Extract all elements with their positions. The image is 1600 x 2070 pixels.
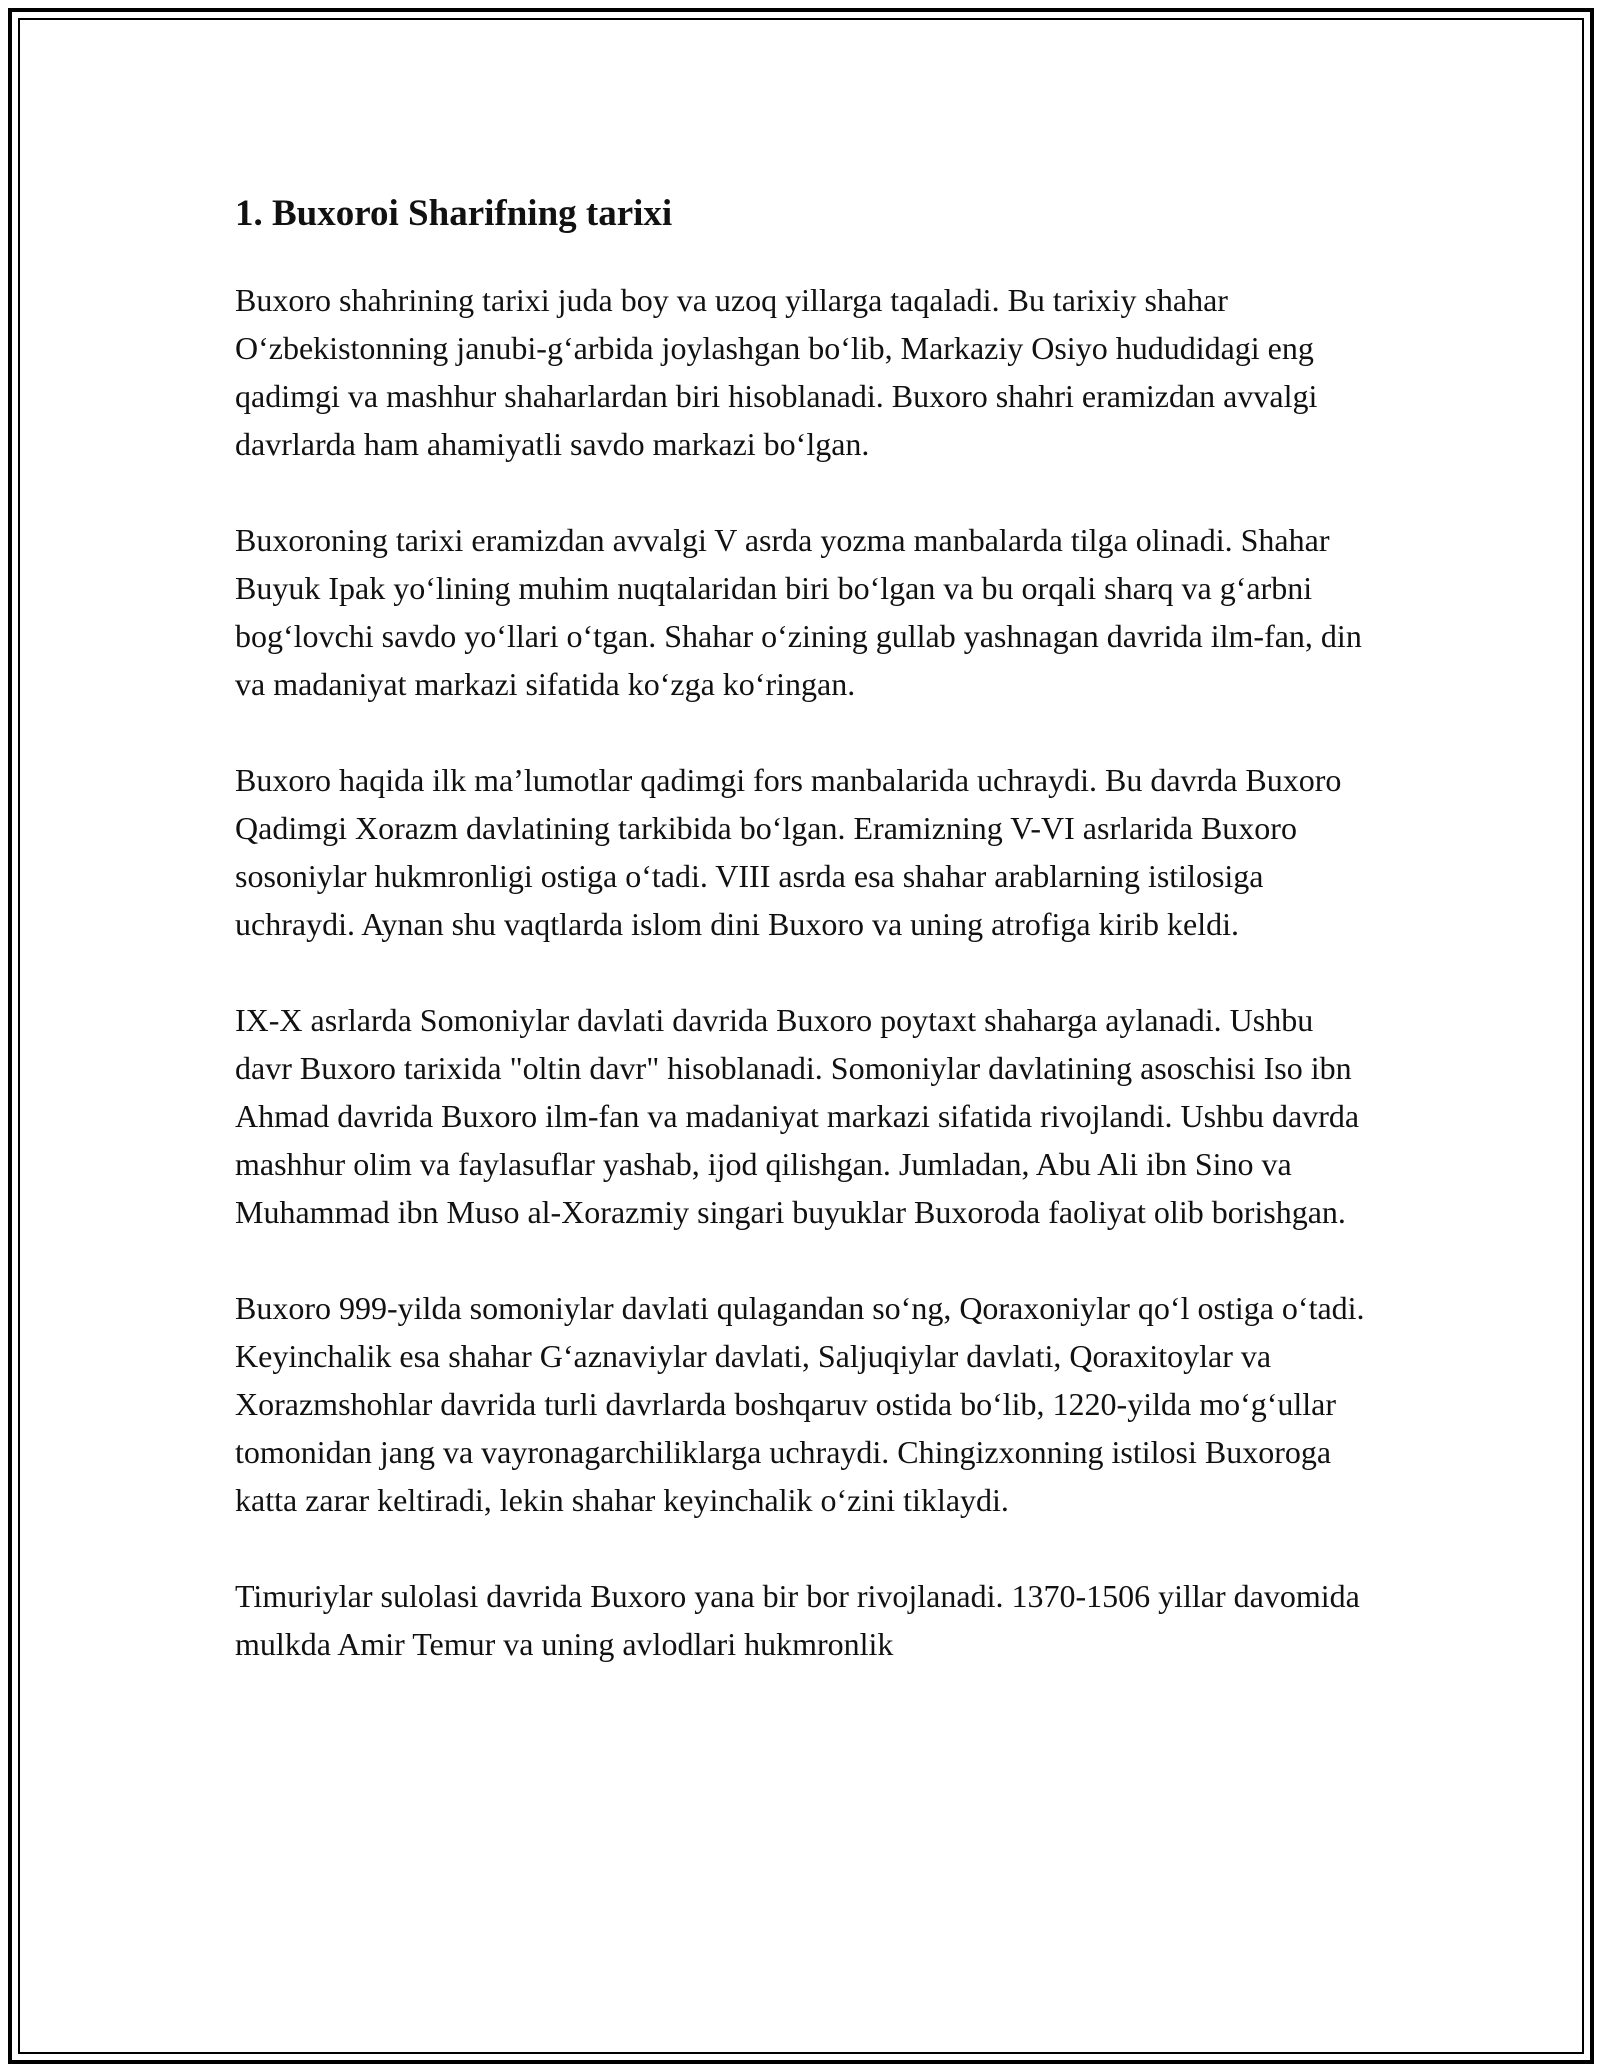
paragraph-1: Buxoro shahrining tarixi juda boy va uzoq yillarga taqaladi. Bu tarixiy shahar O‘zbekistonning janubi-g‘arbida joylashgan bo‘lib, Markaziy Osiyo hududidagi eng qadimgi va mashhur shaharlardan biri hisoblanadi. Buxoro shahri eramizdan avvalgi davrlarda ham ahamiyatli savdo markazi bo‘lgan. [235,282,1318,462]
paragraph-2: Buxoroning tarixi eramizdan avvalgi V asrda yozma manbalarda tilga olinadi. Shahar Buyuk Ipak yo‘lining muhim nuqtalaridan biri bo‘lgan va bu orqali sharq va g‘arbni bog‘lovchi savdo yo‘llari o‘tgan. Shahar o‘zining gullab yashnagan davrida ilm-fan, din va madaniyat markazi sifatida ko‘zga ko‘ringan. [235,522,1362,702]
paragraph-5: Buxoro 999-yilda somoniylar davlati qulagandan so‘ng, Qoraxoniylar qo‘l ostiga o‘tadi. Keyinchalik esa shahar G‘aznaviylar davlati, Saljuqiylar davlati, Qoraxitoylar va Xorazmshohlar davrida turli davrlarda boshqaruv ostida bo‘lib, 1220-yilda mo‘g‘ullar tomonidan jang va vayronagarchiliklarga uchraydi. Chingizxonning istilosi Buxoroga katta zarar keltiradi, lekin shahar keyinchalik o‘zini tiklaydi. [235,1290,1365,1518]
paragraph-4: IX-X asrlarda Somoniylar davlati davrida Buxoro poytaxt shaharga aylanadi. Ushbu davr Buxoro tarixida "oltin davr" hisoblanadi. Somoniylar davlatining asoschisi Iso ibn Ahmad davrida Buxoro ilm-fan va madaniyat markazi sifatida rivojlandi. Ushbu davrda mashhur olim va faylasuflar yashab, ijod qilishgan. Jumladan, Abu Ali ibn Sino va Muhammad ibn Muso al-Xorazmiy singari buyuklar Buxoroda faoliyat olib borishgan. [235,1002,1360,1230]
paragraph-6: Timuriylar sulolasi davrida Buxoro yana bir bor rivojlanadi. 1370-1506 yillar davomida mulkda Amir Temur va uning avlodlari hukmronlik [235,1578,1360,1662]
section-heading: 1. Buxoroi Sharifning tarixi [235,193,673,234]
document-body [235,186,1375,1716]
paragraph-3: Buxoro haqida ilk ma’lumotlar qadimgi fors manbalarida uchraydi. Bu davrda Buxoro Qadimgi Xorazm davlatining tarkibida bo‘lgan. Eramizning V-VI asrlarida Buxoro sosoniylar hukmronligi ostiga o‘tadi. VIII asrda esa shahar arablarning istilosiga uchraydi. Aynan shu vaqtlarda islom dini Buxoro va uning atrofiga kirib keldi. [235,762,1342,942]
